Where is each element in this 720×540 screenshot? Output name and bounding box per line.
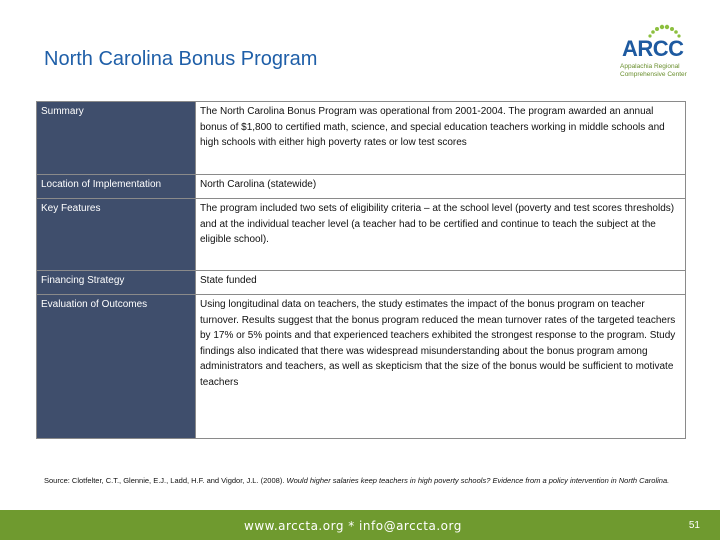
footer-bar	[0, 510, 720, 540]
logo-subtitle-line2: Comprehensive Center	[620, 71, 687, 78]
source-prefix: Source: Clotfelter, C.T., Glennie, E.J., Ladd, H.F. and Vigdor, J.L. (2008).	[44, 476, 287, 485]
table-row	[37, 271, 686, 295]
row-label: Key Features	[37, 199, 196, 271]
row-value: Using longitudinal data on teachers, the study estimates the impact of the bonus program on teacher turnover. Results suggest that the bonus program reduced the mean turnover rates of the targeted teachers by 17% or 5% points and that experienced teachers exhibited the strongest response to the program. Study findings also indicated that there was widespread misunderstanding about the bonus program among administrators and teachers, as well as skepticism that the size of the bonus would be sufficient to motivate teachers	[196, 295, 686, 439]
row-label: Location of Implementation	[37, 175, 196, 199]
row-label: Evaluation of Outcomes	[37, 295, 196, 439]
logo-subtitle-line1: Appalachia Regional	[620, 63, 680, 70]
row-value: North Carolina (statewide)	[196, 175, 686, 199]
table-row	[37, 175, 686, 199]
table-row	[37, 102, 686, 175]
row-value: The program included two sets of eligibility criteria – at the school level (poverty and test scores thresholds) and at the individual teacher level (a teacher had to be certified and continue to teach the subject at the eligible school).	[196, 199, 686, 271]
table-row	[37, 295, 686, 439]
row-label: Financing Strategy	[37, 271, 196, 295]
footer-contact: www.arccta.org * info@arccta.org	[244, 519, 462, 533]
row-label: Summary	[37, 102, 196, 175]
page-number: 51	[688, 520, 700, 531]
logo-wordmark: ARCC	[622, 36, 684, 61]
program-details-table	[36, 101, 686, 439]
source-title: Would higher salaries keep teachers in high poverty schools? Evidence from a policy intervention in North Carolina.	[286, 476, 670, 485]
row-value: The North Carolina Bonus Program was operational from 2001-2004. The program awarded an annual bonus of $1,800 to certified math, science, and special education teachers working in middle schools and high schools with either high poverty rates or low test scores	[196, 102, 686, 175]
table-row	[37, 199, 686, 271]
row-value: State funded	[196, 271, 686, 295]
source-citation	[44, 475, 684, 486]
page-title: North Carolina Bonus Program	[44, 48, 318, 70]
arcc-logo	[612, 22, 704, 80]
